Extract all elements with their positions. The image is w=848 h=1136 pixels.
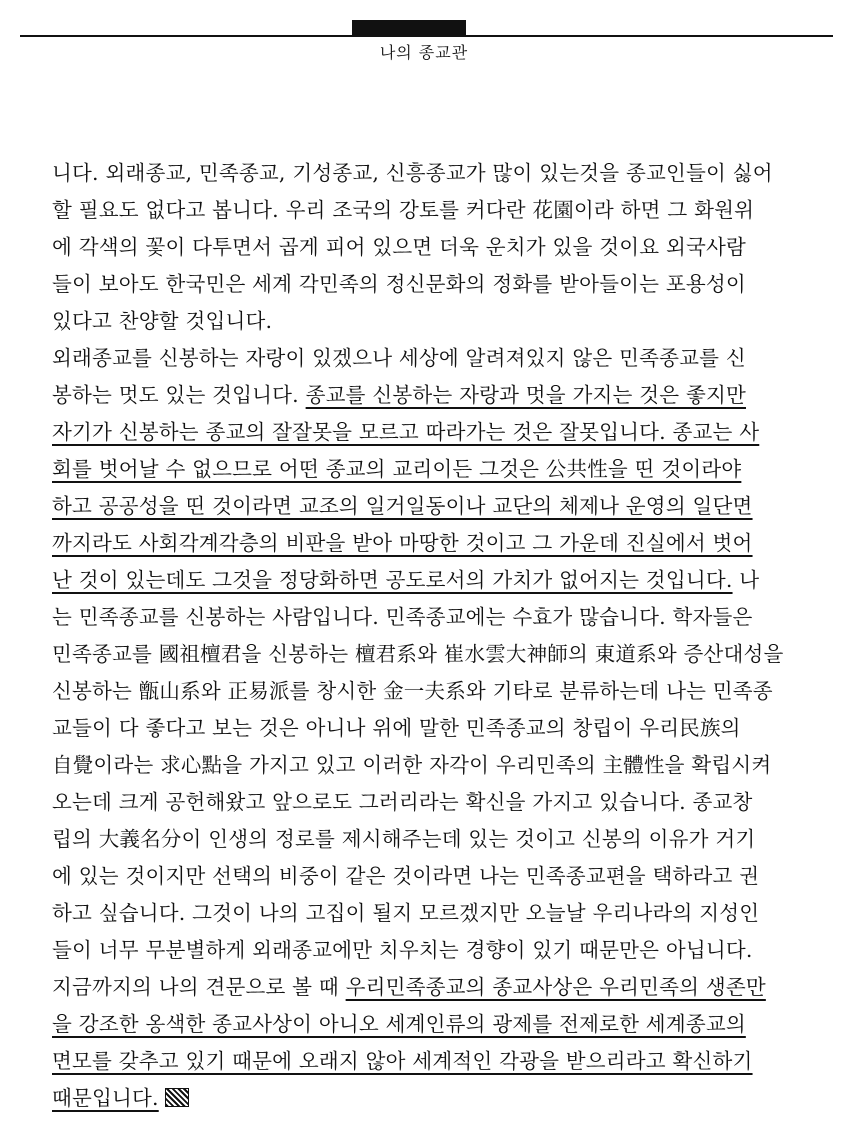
text-line (52, 932, 842, 969)
text-segment: 니다. 외래종교, 민족종교, 기성종교, 신흥종교가 많이 있는것을 종교인들이 싫어 (52, 161, 773, 185)
text-segment: 나 (732, 568, 760, 592)
text-line (52, 1006, 842, 1043)
underlined-text: 을 강조한 옹색한 종교사상이 아니오 세계인류의 광제를 전제로한 세계종교의 (52, 1012, 746, 1036)
underlined-text: 면모를 갖추고 있기 때문에 오래지 않아 세계적인 각광을 받으리라고 확신하기 (52, 1049, 753, 1073)
underlined-text: 때문입니다. (52, 1086, 159, 1110)
text-line (52, 525, 842, 562)
text-line (52, 821, 842, 858)
text-segment: 있다고 찬양할 것입니다. (52, 309, 273, 333)
text-segment: 들이 보아도 한국민은 세계 각민족의 정신문화의 정화를 받아들이는 포용성이 (52, 272, 746, 296)
text-segment: 自覺이라는 求心點을 가지고 있고 이러한 자각이 우리민족의 主體性을 확립시켜 (52, 753, 772, 777)
text-line (52, 414, 842, 451)
text-segment: 립의 大義名分이 인생의 정로를 제시해주는데 있는 것이고 신봉의 이유가 거기 (52, 827, 756, 851)
underlined-text: 까지라도 사회각계각층의 비판을 받아 마땅한 것이고 그 가운데 진실에서 벗어 (52, 531, 753, 555)
text-line (52, 451, 842, 488)
text-segment: 는 민족종교를 신봉하는 사람입니다. 민족종교에는 수효가 많습니다. 학자들은 (52, 605, 753, 629)
body-text (52, 155, 842, 1117)
text-segment: 할 필요도 없다고 봅니다. 우리 조국의 강토를 커다란 花園이라 하면 그 화원위 (52, 198, 755, 222)
text-line (52, 858, 842, 895)
text-segment: 하고 싶습니다. 그것이 나의 고집이 될지 모르겠지만 오늘날 우리나라의 지성인 (52, 901, 760, 925)
text-line (52, 895, 842, 932)
text-line (52, 377, 842, 414)
underlined-text: 난 것이 있는데도 그것을 정당화하면 공도로서의 가치가 없어지는 것입니다. (52, 568, 733, 592)
underlined-text: 회를 벗어날 수 없으므로 어떤 종교의 교리이든 그것은 公共性을 띤 것이라야 (52, 457, 742, 481)
text-line (52, 673, 842, 710)
end-mark-icon (165, 1088, 189, 1107)
underlined-text: 종교를 신봉하는 자랑과 멋을 가지는 것은 좋지만 (305, 383, 746, 407)
text-line (52, 266, 842, 303)
text-line (52, 303, 842, 340)
text-line (52, 155, 842, 192)
text-line (52, 1043, 842, 1080)
text-line (52, 636, 842, 673)
header-rule (20, 35, 833, 37)
text-segment: 에 각색의 꽃이 다투면서 곱게 피어 있으면 더욱 운치가 있을 것이요 외국사람 (52, 235, 746, 259)
text-line (52, 1080, 842, 1117)
text-segment: 외래종교를 신봉하는 자랑이 있겠으나 세상에 알려져있지 않은 민족종교를 신 (52, 346, 746, 370)
text-line (52, 747, 842, 784)
text-line (52, 229, 842, 266)
text-segment: 신봉하는 甑山系와 正易派를 창시한 金一夫系와 기타로 분류하는데 나는 민족종 (52, 679, 773, 703)
text-line (52, 710, 842, 747)
text-segment: 에 있는 것이지만 선택의 비중이 같은 것이라면 나는 민족종교편을 택하라고 권 (52, 864, 760, 888)
text-segment: 민족종교를 國祖檀君을 신봉하는 檀君系와 崔水雲大神師의 東道系와 증산대성을 (52, 642, 784, 666)
text-line (52, 192, 842, 229)
underlined-text: 자기가 신봉하는 종교의 잘잘못을 모르고 따라가는 것은 잘못입니다. 종교는 사 (52, 420, 760, 444)
text-segment: 봉하는 멋도 있는 것입니다. (52, 383, 306, 407)
text-line (52, 599, 842, 636)
text-line (52, 488, 842, 525)
text-segment: 교들이 다 좋다고 보는 것은 아니나 위에 말한 민족종교의 창립이 우리民族의 (52, 716, 741, 740)
running-title: 나의 종교관 (379, 43, 469, 62)
underlined-text: 하고 공공성을 띤 것이라면 교조의 일거일동이나 교단의 체제나 운영의 일단면 (52, 494, 753, 518)
underlined-text: 우리민족종교의 종교사상은 우리민족의 생존만 (345, 975, 766, 999)
text-segment: 오는데 크게 공헌해왔고 앞으로도 그러리라는 확신을 가지고 있습니다. 종교창 (52, 790, 753, 814)
text-segment: 지금까지의 나의 견문으로 볼 때 (52, 975, 346, 999)
text-line (52, 340, 842, 377)
header-black-bar (352, 20, 466, 35)
text-line (52, 969, 842, 1006)
text-line (52, 562, 842, 599)
text-segment: 들이 너무 무분별하게 외래종교에만 치우치는 경향이 있기 때문만은 아닙니다. (52, 938, 753, 962)
text-line (52, 784, 842, 821)
